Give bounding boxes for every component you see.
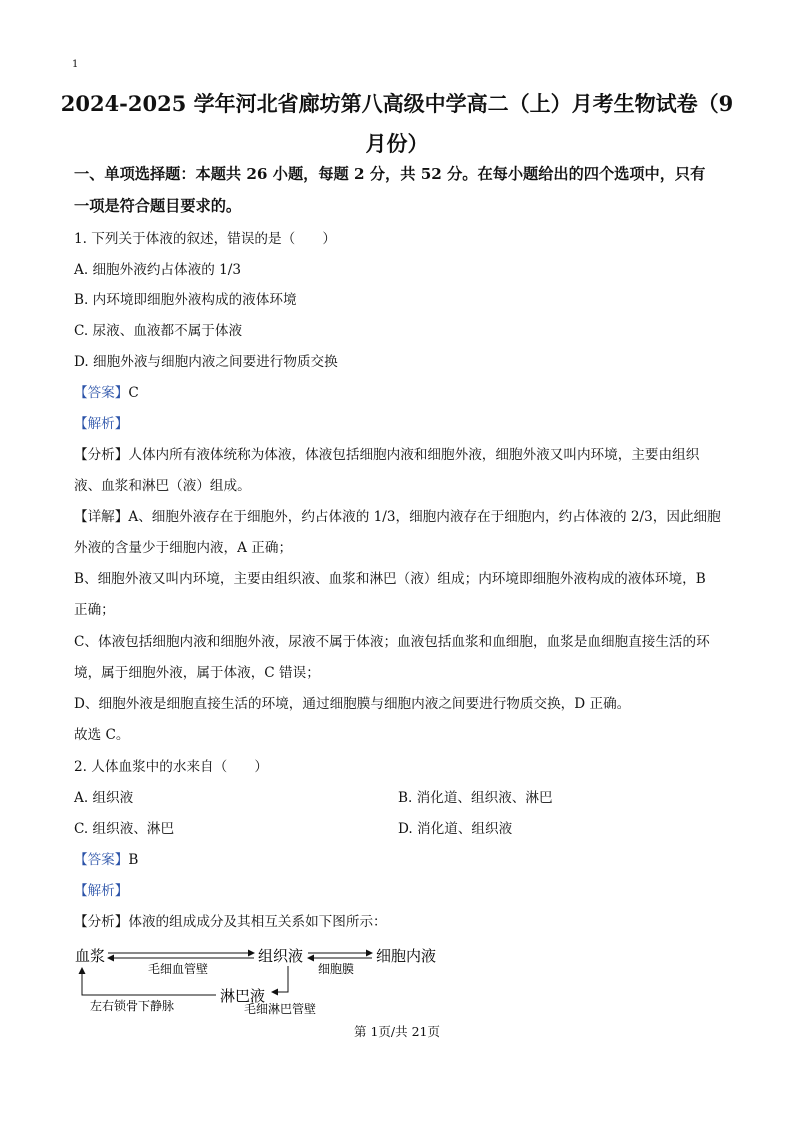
answer-value: C [128,385,139,401]
q1-detail-c-line2: 境，属于细胞外液，属于体液，C 错误； [74,665,320,681]
answer-tag: 【答案】 [74,385,129,401]
q1-option-c: C. 尿液、血液都不属于体液 [74,323,243,339]
label-cell-membrane: 细胞膜 [318,962,355,976]
fenxi-text: 体液的组成成分及其相互关系如下图所示： [128,914,387,930]
q1-analysis [74,414,128,434]
q1-detail-d: D、细胞外液是细胞直接生活的环境，通过细胞膜与细胞内液之间要进行物质交换，D 正确。 [74,696,631,712]
answer-value: B [128,852,139,868]
label-subclavian-vein: 左右锁骨下静脉 [90,999,175,1013]
q1-detail-a-line1 [74,507,721,527]
analysis-tag: 【解析】 [74,416,129,432]
q1-option-a: A. 细胞外液约占体液的 1/3 [74,262,242,278]
fenxi-tag: 【分析】 [74,447,129,463]
label-capillary-wall: 毛细血管壁 [148,962,209,976]
arrow-tissue-to-lymph [272,966,288,992]
fenxi-tag: 【分析】 [74,914,129,930]
q2-option-d: D. 消化道、组织液 [398,821,513,837]
exam-title-line2: 月份） [365,131,429,156]
q1-answer [74,383,139,403]
detail-text: A、细胞外液存在于细胞外，约占体液的 1/3，细胞内液存在于细胞内，约占体液的 2/3，因此细胞 [128,509,721,525]
q1-detail-c-line1: C、体液包括细胞内液和细胞外液，尿液不属于体液；血液包括血浆和血细胞，血浆是血细胞直接生活的环 [74,634,710,650]
q2-fenxi [74,912,387,932]
q2-analysis [74,881,128,901]
q1-option-b: B. 内环境即细胞外液构成的液体环境 [74,292,297,308]
q2-option-b: B. 消化道、组织液、淋巴 [398,790,553,806]
page-footer: 第 1页/共 21页 [353,1024,441,1039]
section-heading-line2: 一项是符合题目要求的。 [74,197,242,215]
q1-detail-b-line2: 正确； [74,602,115,618]
node-lymph: 淋巴液 [220,987,266,1005]
question-2-stem: 2. 人体血浆中的水来自（ ） [74,759,269,775]
label-lymph-capillary-wall: 毛细淋巴管壁 [244,1002,317,1016]
node-tissue-fluid: 组织液 [258,947,304,965]
fenxi-text: 人体内所有液体统称为体液，体液包括细胞内液和细胞外液，细胞外液又叫内环境，主要由组织 [128,447,700,463]
q2-option-a: A. 组织液 [74,790,134,806]
analysis-tag: 【解析】 [74,883,129,899]
q1-detail-a-line2: 外液的含量少于细胞内液，A 正确； [74,540,293,556]
node-intracellular: 细胞内液 [376,947,437,965]
question-1-stem: 1. 下列关于体液的叙述，错误的是（ ） [74,231,336,247]
answer-tag: 【答案】 [74,852,129,868]
q1-detail-b-line1: B、细胞外液又叫内环境，主要由组织液、血浆和淋巴（液）组成；内环境即细胞外液构成的液体环境，B [74,571,706,587]
section-heading-line1: 一、单项选择题：本题共 26 小题，每题 2 分，共 52 分。在每小题给出的四个选项中，只有 [74,165,706,183]
q2-option-c: C. 组织液、淋巴 [74,821,175,837]
page-mark: 1 [72,59,79,70]
exam-title-line1: 2024-2025 学年河北省廊坊第八高级中学高二（上）月考生物试卷（9 [60,91,734,116]
q2-answer [74,850,138,870]
q1-fenxi-line1 [74,445,699,465]
q1-fenxi-line2: 液、血浆和淋巴（液）组成。 [74,478,251,494]
node-plasma: 血浆 [75,947,106,965]
q1-conclusion: 故选 C。 [74,727,130,743]
q1-option-d: D. 细胞外液与细胞内液之间要进行物质交换 [74,354,338,370]
detail-tag: 【详解】 [74,509,129,525]
body-fluid-diagram [68,940,448,1020]
